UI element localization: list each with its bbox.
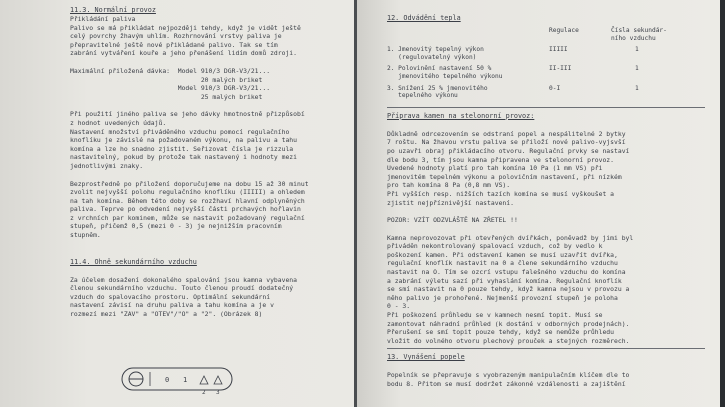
text-line: vzduch do spalovacího prostoru. Optimální sekundární <box>70 292 271 301</box>
section-heading-vynaseni-popele: 13. Vynášení popele <box>387 353 465 362</box>
heat-output-table <box>387 27 669 104</box>
text-line: na tah komína. Během této doby se rozžhaví hlavní odplyněných <box>70 196 305 205</box>
text-line: 20 malých briket <box>70 75 263 84</box>
text-line: členou sekundárního vzduchu. Touto členou proudí dodatečný <box>70 284 294 293</box>
text-line: Bezprostředně po přiložení doporučujeme na dobu 15 až 30 minut <box>70 179 309 188</box>
text-line: Přerušení se smí topit pouze tehdy, když se nemůže průhledu <box>387 328 615 337</box>
text-line: knoflíku je závislé na požadovaném výkonu, na palivu a tahu <box>70 136 298 145</box>
text-line: paliva. Teprve po odvedení nejvyšší části prchavých hořlavin <box>70 205 301 214</box>
text-line: stupněm. <box>70 231 101 240</box>
text-line: pro tah komína 8 Pa (0,8 mm VS). <box>387 181 511 190</box>
text-line: Uvedené hodnoty platí pro tah komína 10 Pa (1 mm VS) při <box>387 164 603 173</box>
text-line: zamontovat náhradní průhled (k dostání v odborných prodejnách). <box>387 319 630 328</box>
text-line: nastavitelný, pokud by protože tak nastavený i hodnoty mezi <box>70 153 298 162</box>
text-line: nastavit na O. Tím se ozcrí vstupu falešného vzduchu do komína <box>387 268 626 277</box>
table-cell-regulace: II-III <box>549 65 572 73</box>
text-line: zjistit nejpříznivější nastavení. <box>387 198 514 207</box>
text-line: bodu 8. Přitom se musí dodržet zákonné vzdálenosti a zajištění <box>387 380 626 388</box>
diagram-label-3: 3 <box>216 389 220 396</box>
text-line: přepravitelné ještě nové přikládané palivo. Tak se tím <box>70 40 278 49</box>
text-line: stupeň, přičemž 0,5 (mezi 0 - 3) je nejnižším pracovním <box>70 222 282 231</box>
text-line: Nastavení množství přiváděného vzduchu pomocí regulačního <box>70 127 290 136</box>
text-line: něho palivo je prohořené. Nejmenší provozní stupeň je poloha <box>387 293 618 302</box>
divider <box>387 348 705 349</box>
text-line: Při poškození průhledu se v kamnech nesmí topit. Musí se <box>387 311 603 320</box>
right-page <box>357 0 720 407</box>
table-cell-label: 1. Jmenovitý tepelný výkon (regulovatelný výkon) <box>387 46 484 61</box>
diagram-label-0: 0 <box>165 376 170 384</box>
table-cell-vzduch: 1 <box>635 84 639 92</box>
table-cell-label: 2. Polovinění nastavení 50 % jmenovitého tepelného výkonu <box>387 65 503 80</box>
text-line: rozmezí mezi "ZAV" a "OTEV"/"O" a "2". (Obrázek 8) <box>70 310 263 319</box>
table-cell-regulace: IIIII <box>549 46 568 54</box>
text-line: Při vyšších resp. nižších tazích komína se musí vyškoušet a <box>387 189 615 198</box>
text-line: Popelník se přepravuje s vyobrazeným manipulačním klíčem dle to <box>387 371 630 380</box>
text-line: Kamna neprovozovat při otevřených dvířkách, poněvadž by jimi byl <box>387 233 634 242</box>
text-line: Důkladně odrcezovením se odstraní popel a nespálitelné 2 bytky <box>387 129 626 138</box>
text-line: Za účelem dosažení dokonalého spalování jsou kamna vybavena <box>70 275 298 284</box>
text-line: Palivo se má přikládat nejpozději tehdy, když je vidět ještě <box>70 23 301 32</box>
text-line: z hodnot uvedených údajů. <box>70 118 167 127</box>
triangle-icon <box>214 376 222 384</box>
text-line: Maximální přiložená dávka: Model 910/3 DGR-V3/21... <box>70 66 271 75</box>
text-line: jednotlivými znaky. <box>70 161 144 170</box>
section-heading-sekundarni-vzduch: 11.4. Ohně sekundárního vzduchu <box>70 257 197 266</box>
text-line: a zabrání výletu sazí při vyhaslání komína. Regulační knoflík <box>387 276 622 285</box>
text-line: 0 - 3. <box>387 302 411 311</box>
paragraph-priprava <box>387 130 714 207</box>
text-line: Přikládání paliva <box>70 15 136 23</box>
text-line: 25 malých briket <box>70 92 263 101</box>
triangle-icon <box>200 376 208 384</box>
text-line: vložit do volného otvoru plechový prouček a stejných rozměrech. <box>387 336 630 345</box>
warning-text: POZOR: VZÍT ODZVLÁŠTĚ NA ZŘETEL !! <box>387 216 518 225</box>
table-row <box>387 46 669 65</box>
table-row <box>387 85 669 104</box>
text-line: regulační knoflík nastavit na 0 a člene sekundárního vzduchu <box>387 259 618 268</box>
diagram-label-1: 1 <box>183 376 188 384</box>
text-line: z vrchních par kominem, může se nastavit požadovaný regulační <box>70 213 305 222</box>
text-line: se smí nastavit na 0 pouze tehdy, když kamna nejsou v provozu a <box>387 285 630 294</box>
table-cell-vzduch: 1 <box>635 46 639 54</box>
table-cell-vzduch: 1 <box>635 65 639 73</box>
diagram-label-2: 2 <box>202 389 206 396</box>
section-heading-normal-provoz: 11.3. Normální provoz <box>70 6 156 14</box>
paragraph-warning-body <box>387 234 714 346</box>
text-line: zvolit nejvyšší polohu regulačního knoflíku (IIIII) a ohledem <box>70 188 305 197</box>
table-header-regulace: Regulace <box>549 27 579 34</box>
table-header-vzduch: Čísla sekundár- ního vzduchu <box>611 27 667 42</box>
text-line: přiváděn nekontrolovaný spalovací vzduch, což by vedlo k <box>387 242 603 251</box>
text-line: Při použití jiného paliva se jeho dávky hmotnostně přizpůsobí <box>70 110 305 119</box>
text-line: dle bodu 3, tím jsou kamna připravena ve stelonorní provoz. <box>387 155 615 164</box>
text-line: poškození kamen. Při odstavení kamen se musí uzavřít dvířka, <box>387 250 618 259</box>
text-line: celý povrchy žhavým uhlím. Rozhrnování vrstvy paliva je <box>70 32 282 41</box>
secondary-air-slider-diagram <box>120 362 240 402</box>
section-body-normal-provoz <box>70 15 344 240</box>
subsection-heading-priprava: Příprava kamen na stelonorní provoz: <box>387 111 535 120</box>
text-line: komína a lze ho snadno zjistit. Seřizovat čísla je rizzula <box>70 144 294 153</box>
section-body-sekundarni-vzduch <box>70 276 344 319</box>
divider <box>387 107 705 108</box>
text-line: nastavení závisí na druhu paliva a tahu komína a je v <box>70 301 274 310</box>
left-page <box>0 0 354 407</box>
section-heading-odvadeni-tepla: 12. Odvádění tepla <box>387 14 461 22</box>
text-line: jmenovitém tepelném výkonu a polovičním nastavení, při nízkém <box>387 172 622 181</box>
table-cell-regulace: 0-I <box>549 84 561 92</box>
table-row <box>387 65 669 84</box>
text-line: Model 910/3 DGR-V3/21... <box>70 84 271 93</box>
text-line: 7 roštu. Na žhavou vrstu paliva se přiloží nové palivo-vyjsvší <box>387 138 626 147</box>
page-edge <box>720 0 725 407</box>
table-header-row <box>387 27 669 46</box>
text-line: zabrání vytváření kouře a jeho přenášení lidím domů zdroji. <box>70 49 298 58</box>
text-line: po uzavři obraj přikládacího otvoru. Regulační prvky se nastaví <box>387 146 630 155</box>
table-cell-label: 3. Snížení 25 % jmenovitého tepelného výkonu <box>387 84 488 100</box>
